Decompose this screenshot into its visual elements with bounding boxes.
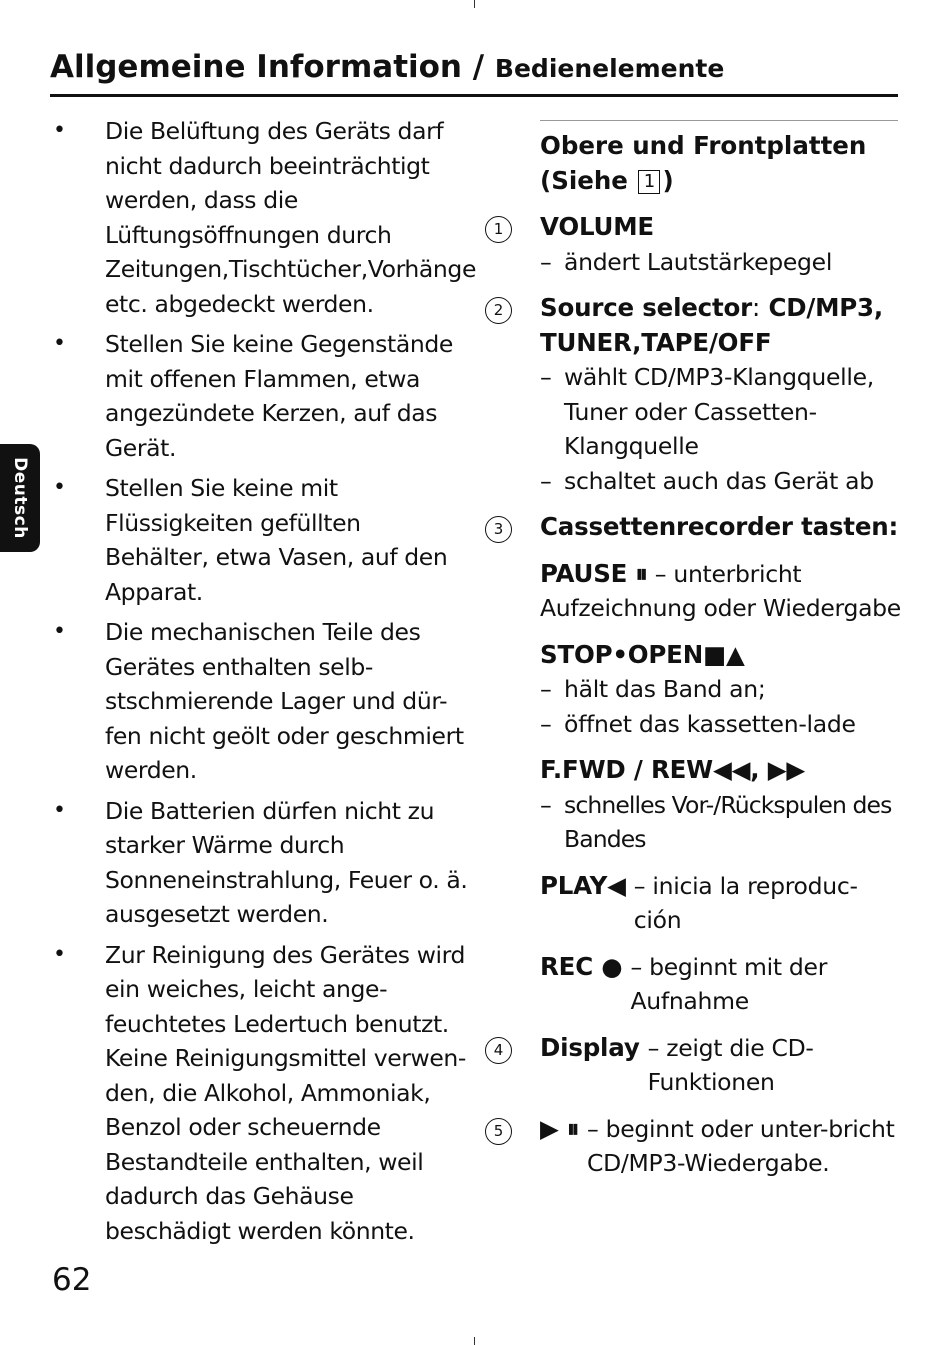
stop-desc: – öffnet das kassetten-lade	[540, 707, 902, 742]
page-number: 62	[52, 1262, 92, 1298]
list-item: • Die mechanischen Teile des Gerätes enthalten selb-stschmierende Lager und dür-fen nicht geölt oder geschmiert werden.	[50, 615, 470, 788]
bullet-icon: •	[53, 475, 66, 500]
list-item: • Stellen Sie keine mit Flüssigkeiten gefüllten Behälter, etwa Vasen, auf den Apparat.	[50, 471, 470, 609]
cassette-ffwd-rew	[482, 753, 902, 857]
cassette-rec	[482, 950, 902, 1019]
bullet-icon: •	[53, 941, 66, 967]
control-label: Cassettenrecorder tasten:	[540, 512, 899, 541]
bullet-icon: •	[53, 619, 66, 644]
ffwd-label: F.FWD / REW◀◀, ▶▶	[540, 755, 805, 784]
control-label: VOLUME	[540, 212, 654, 241]
circled-number: 4	[485, 1037, 512, 1064]
title-sub: Bedienelemente	[494, 54, 725, 83]
controls-section	[482, 128, 902, 1181]
crop-mark-bottom	[474, 1337, 475, 1345]
control-cassette	[482, 510, 902, 545]
title-main: Allgemeine Information /	[50, 49, 485, 85]
control-desc: – schaltet auch das Gerät ab	[540, 464, 902, 499]
play-pause-desc: – beginnt oder unter-bricht CD/MP3-Wiedergabe.	[587, 1114, 895, 1177]
section-divider	[540, 120, 898, 121]
ffwd-desc: – schnelles Vor-/Rückspulen des Bandes	[540, 788, 902, 857]
stop-label: STOP•OPEN■▲	[540, 639, 745, 669]
stop-desc: – hält das Band an;	[540, 672, 902, 707]
play-desc: – inicia la reproduc-ción	[633, 871, 858, 934]
control-play-pause	[482, 1112, 902, 1181]
play-label: PLAY◀	[540, 870, 626, 900]
bullet-icon: •	[53, 331, 66, 356]
figure-ref-box: 1	[638, 170, 660, 194]
circled-number: 5	[485, 1118, 512, 1145]
bullet-icon: •	[53, 118, 66, 143]
list-item: • Die Belüftung des Geräts darf nicht dadurch beeinträchtigt werden, dass die Lüftungsöffnungen durch Zeitungen,Tischtücher,Vorhänge etc. abgedeckt werden.	[50, 114, 470, 321]
list-item: • Die Batterien dürfen nicht zu starker Wärme durch Sonneneinstrahlung, Feuer o. ä. ausgesetzt werden.	[50, 794, 470, 932]
control-desc: – ändert Lautstärkepegel	[540, 245, 902, 280]
list-item: • Zur Reinigung des Gerätes wird ein weiches, leicht ange-feuchtetes Ledertuch benutzt. Keine Reinigungsmittel verwen-den, die Alkohol, Ammoniak, Benzol oder scheuernde Bestandteile enthalten, weil dadurch das Gehäuse beschädigt werden könnte.	[50, 938, 470, 1249]
display-label: Display	[540, 1032, 640, 1062]
page-title	[50, 49, 724, 85]
control-display	[482, 1031, 902, 1100]
list-item: • Stellen Sie keine Gegenstände mit offenen Flammen, etwa angezündete Kerzen, auf das Gerät.	[50, 327, 470, 465]
rec-desc: – beginnt mit der Aufnahme	[630, 952, 828, 1015]
safety-list	[50, 114, 476, 1254]
section-title: Obere und Frontplatten (Siehe 1 )	[540, 131, 867, 195]
circled-number: 1	[485, 216, 512, 243]
page-header	[50, 46, 898, 97]
language-tab	[0, 444, 40, 552]
pause-label: PAUSE ⏸	[540, 558, 648, 588]
circled-number: 3	[485, 516, 512, 543]
crop-mark-top	[474, 0, 475, 8]
language-tab-label: Deutsch	[10, 457, 30, 539]
control-label: Source selector: CD/MP3, TUNER,TAPE/OFF	[540, 293, 884, 357]
control-volume	[482, 210, 902, 279]
display-desc: – zeigt die CD-Funktionen	[647, 1033, 814, 1096]
circled-number: 2	[485, 297, 512, 324]
pause-desc: – unterbricht Aufzeichnung oder Wiedergabe	[540, 559, 901, 622]
bullet-icon: •	[53, 797, 66, 823]
cassette-pause	[482, 557, 902, 626]
cassette-play	[482, 869, 902, 938]
control-desc: – wählt CD/MP3-Klangquelle, Tuner oder Cassetten-Klangquelle	[540, 360, 902, 464]
cassette-stop-open	[482, 638, 902, 742]
rec-label: REC ●	[540, 951, 623, 981]
control-source-selector	[482, 291, 902, 498]
play-pause-label: ▶ ⏸	[540, 1113, 580, 1143]
